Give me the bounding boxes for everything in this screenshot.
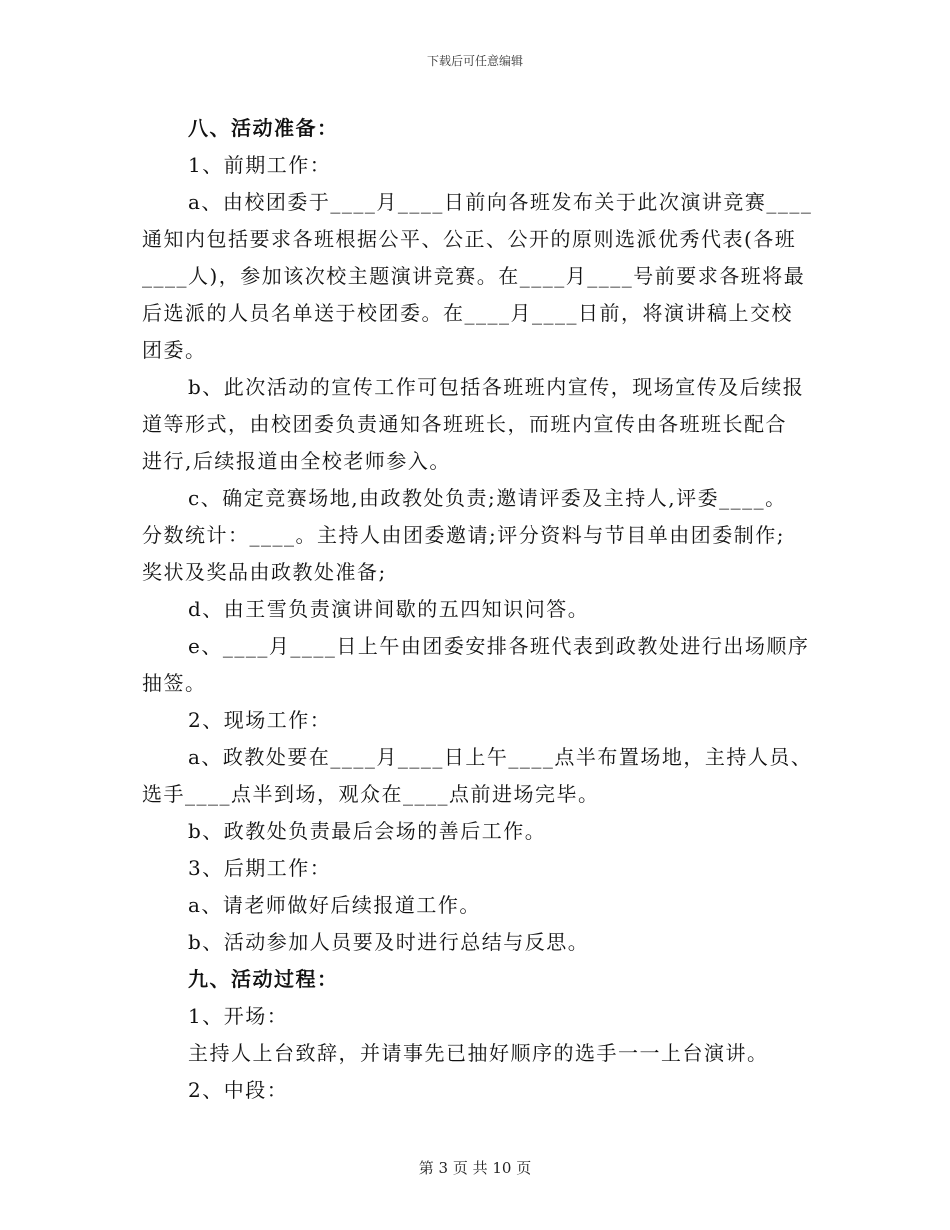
paragraph-line: a、请老师做好后续报道工作。: [188, 893, 481, 917]
paragraph-line: 主持人上台致辞，并请事先已抽好顺序的选手一一上台演讲。: [188, 1041, 769, 1065]
section-heading: 八、活动准备：: [188, 116, 339, 140]
section-heading: 九、活动过程：: [188, 967, 339, 991]
paragraph-line: ____人)，参加该次校主题演讲竞赛。在____月____号前要求各班将最: [142, 264, 806, 288]
paragraph-line: 团委。: [142, 338, 207, 362]
paragraph-line: c、确定竞赛场地,由政教处负责;邀请评委及主持人,评委____。: [188, 486, 787, 510]
paragraph-line: 抽签。: [142, 671, 207, 695]
paragraph-line: 选手____点半到场，观众在____点前进场完毕。: [142, 782, 600, 806]
paragraph-line: 2、现场工作：: [188, 708, 332, 732]
paragraph-line: 道等形式，由校团委负责通知各班班长，而班内宣传由各班班长配合: [142, 412, 787, 436]
paragraph-line: 通知内包括要求各班根据公平、公正、公开的原则选派优秀代表(各班: [142, 227, 797, 251]
paragraph-line: 2、中段：: [188, 1078, 289, 1102]
paragraph-line: 奖状及奖品由政教处准备;: [142, 560, 387, 584]
paragraph-line: b、此次活动的宣传工作可包括各班班内宣传，现场宣传及后续报: [188, 375, 805, 399]
document-body: [142, 110, 813, 1109]
paragraph-line: 进行,后续报道由全校老师参入。: [142, 449, 451, 473]
paragraph-line: b、活动参加人员要及时进行总结与反思。: [188, 930, 590, 954]
paragraph-line: d、由王雪负责演讲间歇的五四知识问答。: [188, 597, 590, 621]
paragraph-line: 1、开场：: [188, 1004, 289, 1028]
paragraph-line: 后选派的人员名单送于校团委。在____月____日前，将演讲稿上交校: [142, 301, 793, 325]
paragraph-line: a、由校团委于____月____日前向各班发布关于此次演讲竞赛____: [188, 190, 813, 214]
page-footer: 第 3 页 共 10 页: [418, 1159, 532, 1177]
paragraph-line: a、政教处要在____月____日上午____点半布置场地，主持人员、: [188, 745, 813, 769]
paragraph-line: b、政教处负责最后会场的善后工作。: [188, 819, 547, 843]
paragraph-line: 分数统计：____。主持人由团委邀请;评分资料与节目单由团委制作;: [142, 523, 785, 547]
page-header: 下载后可任意编辑: [426, 54, 523, 68]
paragraph-line: 1、前期工作：: [188, 153, 332, 177]
paragraph-line: e、____月____日上午由团委安排各班代表到政教处进行出场顺序: [188, 634, 810, 658]
paragraph-line: 3、后期工作：: [188, 856, 332, 880]
